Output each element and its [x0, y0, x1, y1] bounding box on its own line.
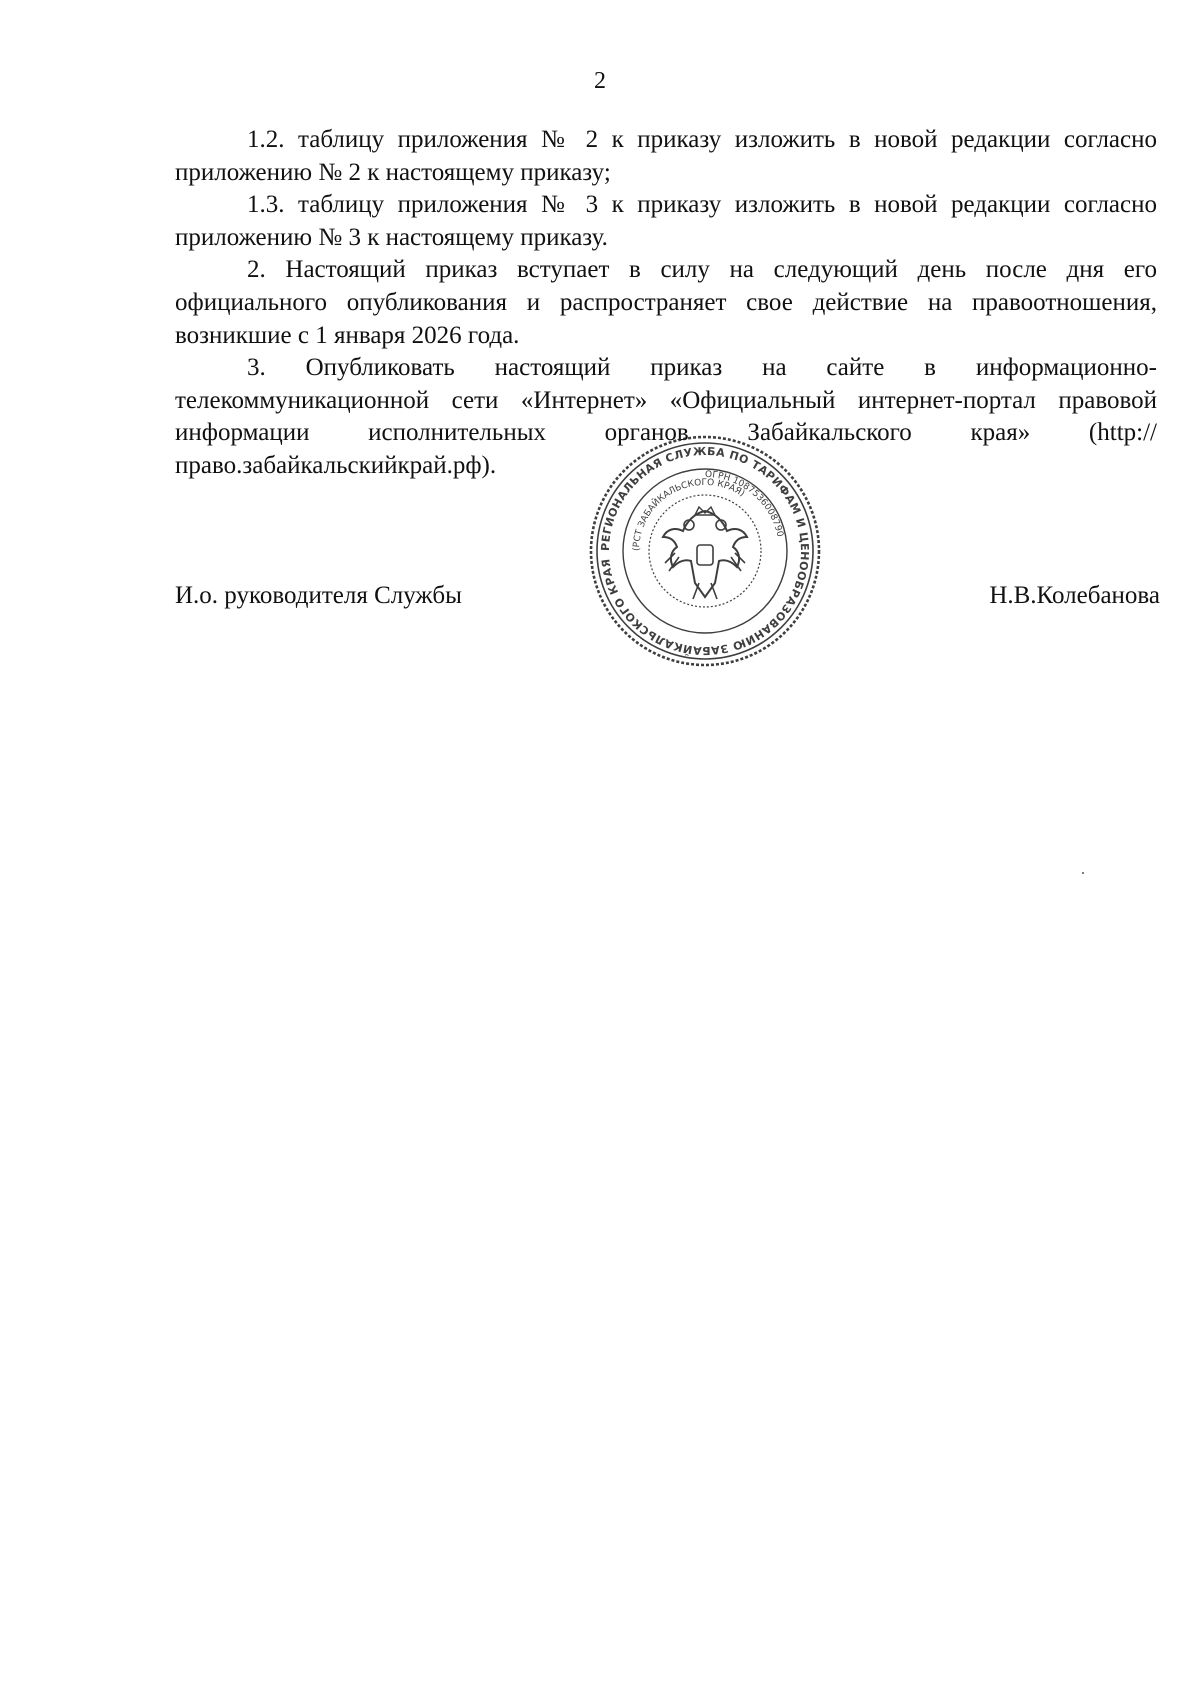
seal-outer-text: РЕГИОНАЛЬНАЯ СЛУЖБА ПО ТАРИФАМ И ЦЕНООБРАЗОВАНИЮ ЗАБАЙКАЛЬСКОГО КРАЯ — [598, 444, 812, 658]
paragraph-3: 3. Опубликовать настоящий приказ на сайте в информационно-телекоммуникационной сети «Интернет» «Официальный интернет-портал правовой информации исполнительных органов Забайкальского края» (http://право.забайкальскийкрай.рф). — [175, 354, 1157, 479]
official-seal-stamp — [587, 433, 823, 669]
double-headed-eagle-emblem — [663, 507, 747, 599]
seal-ogrn-text: ОГРН 1087536008790 — [704, 469, 785, 538]
paragraph-2: 2. Настоящий приказ вступает в силу на следующий день после дня его официального опубликования и распространяет свое действие на правоотношения, возникшие с 1 января 2026 года. — [175, 256, 1157, 349]
paragraph-1-3: 1.3. таблицу приложения № 3 к приказу изложить в новой редакции согласно приложению № 3 к настоящему приказу. — [175, 191, 1157, 251]
scan-artifact-dot — [1082, 872, 1084, 874]
paragraph-1-2: 1.2. таблицу приложения № 2 к приказу изложить в новой редакции согласно приложению № 2 к настоящему приказу; — [175, 126, 1157, 186]
page-number: 2 — [594, 68, 606, 94]
seal-inner-text: (РСТ ЗАБАЙКАЛЬСКОГО КРАЯ) — [631, 477, 747, 552]
document-body — [175, 124, 1157, 483]
signatory-title: И.о. руководителя Службы — [175, 582, 462, 609]
signatory-name: Н.В.Колебанова — [989, 582, 1160, 609]
